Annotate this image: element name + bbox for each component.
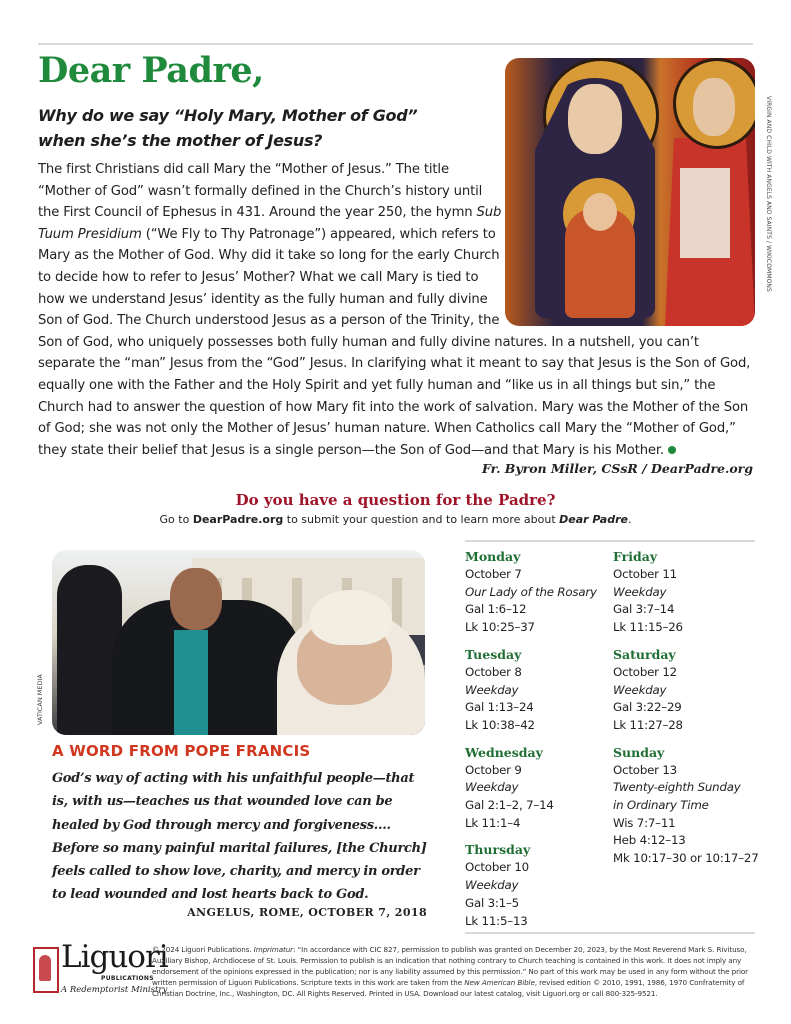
day-reading: Wis 7:7–11 bbox=[613, 815, 676, 830]
question-line-2: when she’s the mother of Jesus? bbox=[38, 131, 323, 150]
calendar-day bbox=[465, 744, 610, 833]
article-text-part-1: The first Christians did call Mary the “Mother of Jesus.” The title “Mother of God” wasn’t formally defined in the Church’s history until the First Council of Ephesus in 431. Around the year 250, the hymn bbox=[38, 162, 483, 221]
day-date: October 12 bbox=[613, 664, 677, 679]
question-heading bbox=[38, 103, 478, 153]
day-reading: Lk 11:27–28 bbox=[613, 717, 683, 732]
day-reading: Lk 10:25–37 bbox=[465, 620, 535, 635]
calendar-bottom-divider bbox=[465, 932, 755, 934]
dearpadre-link[interactable]: DearPadre.org bbox=[192, 513, 284, 526]
day-date: October 9 bbox=[465, 762, 522, 777]
ask-middle: to submit your question and to learn more about bbox=[283, 513, 560, 526]
pope-quote: God’s way of acting with his unfaithful people—that is, with us—teaches us that wounded love can be healed by God through mercy and forgiveness.... Before so many painful marital failures, [the Church] feels called to show love, charity, and mercy in order to lead wounded and lost hearts back to God. bbox=[52, 771, 427, 903]
top-divider bbox=[38, 43, 753, 45]
image-credit: VIRGIN AND CHILD WITH ANGELS AND SAINTS / WIKICOMMONS bbox=[765, 96, 772, 292]
day-reading: Gal 3:7–14 bbox=[613, 602, 675, 617]
day-reading: Mk 10:17–30 or 10:17–27 bbox=[613, 851, 759, 866]
day-name: Sunday bbox=[613, 744, 665, 760]
byline: Fr. Byron Miller, CSsR / DearPadre.org bbox=[481, 461, 753, 476]
day-reading: Gal 1:13–24 bbox=[465, 700, 534, 715]
calendar-day bbox=[613, 744, 763, 868]
teal-scarf bbox=[174, 630, 208, 735]
day-name: Monday bbox=[465, 549, 521, 564]
calendar-day bbox=[613, 548, 763, 637]
logo-name: Liguori bbox=[61, 939, 168, 975]
day-feast: Weekday bbox=[613, 584, 667, 599]
day-name: Tuesday bbox=[465, 646, 522, 662]
day-name: Thursday bbox=[465, 842, 531, 858]
saint-face bbox=[693, 78, 735, 136]
day-reading: Lk 11:5–13 bbox=[465, 913, 528, 928]
day-reading: Lk 10:38–42 bbox=[465, 717, 535, 732]
day-reading: Lk 11:1–4 bbox=[465, 815, 521, 830]
photo-credit: VATICAN MEDIA bbox=[36, 674, 44, 725]
logo-tagline: A Redemptorist Ministry bbox=[61, 985, 168, 995]
article-text-part-2: (“We Fly to Thy Patronage”) appeared, which refers to Mary as the Mother of God. Why did it take so long for the early Church to decide how to refer to Jesus’ Mother? What we call Mary is tied to how we understand Jesus’ identity as the fully human and fully divine Son of God. The Church understood Jesus as a person of the Trinity, the Son of God, who uniquely possesses both fully human and fully divine natures. In a nutshell, you can’t separate the “man” Jesus from the “God” Jesus. In clarifying what it meant to say that Jesus is the Son of God, equally one with the Father and the Holy Spirit and yet fully human and “like us in all things but sin,” the Church had to answer the question of how Mary fit into the work of salvation. Mary was the Mother of the Son of God; she was not only the Mother of Jesus’ human nature. When Catholics call Mary the “Mother of God,” they state their belief that Jesus is a single person—the Son of God—and that Mary is his Mother. bbox=[38, 226, 751, 458]
day-reading: Gal 2:1–2, 7–14 bbox=[465, 798, 554, 813]
day-feast: Twenty-eighth Sunday bbox=[613, 780, 741, 795]
day-feast: Weekday bbox=[465, 780, 519, 795]
liguori-logo bbox=[33, 939, 168, 1000]
day-feast: Weekday bbox=[613, 682, 667, 697]
hymn-title: Sub Tuum Presidium bbox=[38, 205, 502, 242]
day-name: Wednesday bbox=[465, 744, 543, 760]
calendar-top-divider bbox=[465, 540, 755, 542]
legal-imprimatur: Imprimatur bbox=[253, 945, 294, 954]
pope-word-heading: A WORD FROM POPE FRANCIS bbox=[52, 742, 311, 760]
ask-subtext bbox=[0, 513, 791, 526]
day-reading: Gal 3:1–5 bbox=[465, 895, 519, 910]
legal-notice bbox=[152, 944, 762, 999]
day-reading: Gal 3:22–29 bbox=[613, 700, 682, 715]
day-feast: in Ordinary Time bbox=[613, 798, 709, 813]
end-mark-icon bbox=[668, 446, 676, 454]
day-date: October 7 bbox=[465, 567, 522, 581]
day-reading: Lk 11:15–26 bbox=[613, 620, 683, 635]
ask-suffix: . bbox=[627, 513, 632, 526]
redemptorist-mark-icon bbox=[33, 947, 59, 993]
day-date: October 13 bbox=[613, 762, 677, 777]
day-feast: Weekday bbox=[465, 682, 519, 697]
zucchetto bbox=[310, 590, 392, 645]
calendar-day bbox=[465, 646, 610, 735]
logo-publications: PUBLICATIONS bbox=[101, 975, 154, 982]
calendar-day bbox=[613, 646, 763, 735]
day-feast: Weekday bbox=[465, 878, 519, 893]
calendar-day bbox=[465, 841, 610, 930]
legal-text-2: , revised edition © 2010, 1991, 1986, 1970 Confraternity of Christian Doctrine, Inc., Washington, DC. All Rights Reserved. Printed in USA. Download our latest catalog, visit Liguori.org or call 800-325-9521. bbox=[152, 978, 745, 998]
ask-prefix: Go to bbox=[159, 513, 193, 526]
page-title: Dear Padre, bbox=[38, 50, 264, 91]
article-body bbox=[38, 159, 758, 461]
calendar-column-1 bbox=[465, 548, 610, 939]
pope-photo bbox=[52, 550, 425, 735]
woman-face bbox=[170, 568, 222, 630]
virgin-face bbox=[568, 84, 622, 154]
quote-source: ANGELUS, ROME, OCTOBER 7, 2018 bbox=[187, 906, 427, 919]
day-date: October 8 bbox=[465, 664, 522, 679]
legal-bible-title: New American Bible bbox=[464, 978, 535, 987]
question-line-1: Why do we say “Holy Mary, Mother of God” bbox=[38, 106, 418, 125]
day-name: Friday bbox=[613, 549, 658, 564]
day-name: Saturday bbox=[613, 646, 676, 662]
legal-text-1: : “In accordance with CIC 827, permission to publish was granted on December 20, 2023, by the Most Reverend Mark S. Rivituso, Auxiliary Bishop, Archdiocese of St. Louis. Permission to publish is an indication that nothing contrary to Church teaching is contained in this work. It does not imply any endorsement of the opinions expressed in the publication; nor is any liability assumed by this permission.” No part of this work may be used in any form without the prior written permission of Liguori Publications. Scripture texts in this work are taken from the bbox=[152, 945, 749, 987]
calendar-day bbox=[465, 548, 610, 637]
legal-copyright: © 2024 Liguori Publications. bbox=[152, 945, 254, 954]
ask-publication-name: Dear Padre bbox=[559, 513, 628, 526]
ask-heading: Do you have a question for the Padre? bbox=[235, 491, 556, 509]
day-reading: Gal 1:6–12 bbox=[465, 602, 527, 617]
day-reading: Heb 4:12–13 bbox=[613, 833, 686, 848]
day-date: October 10 bbox=[465, 860, 529, 875]
image-wrap-spacer bbox=[503, 159, 758, 331]
day-date: October 11 bbox=[613, 567, 677, 581]
calendar-column-2 bbox=[613, 548, 763, 877]
day-feast: Our Lady of the Rosary bbox=[465, 584, 597, 599]
